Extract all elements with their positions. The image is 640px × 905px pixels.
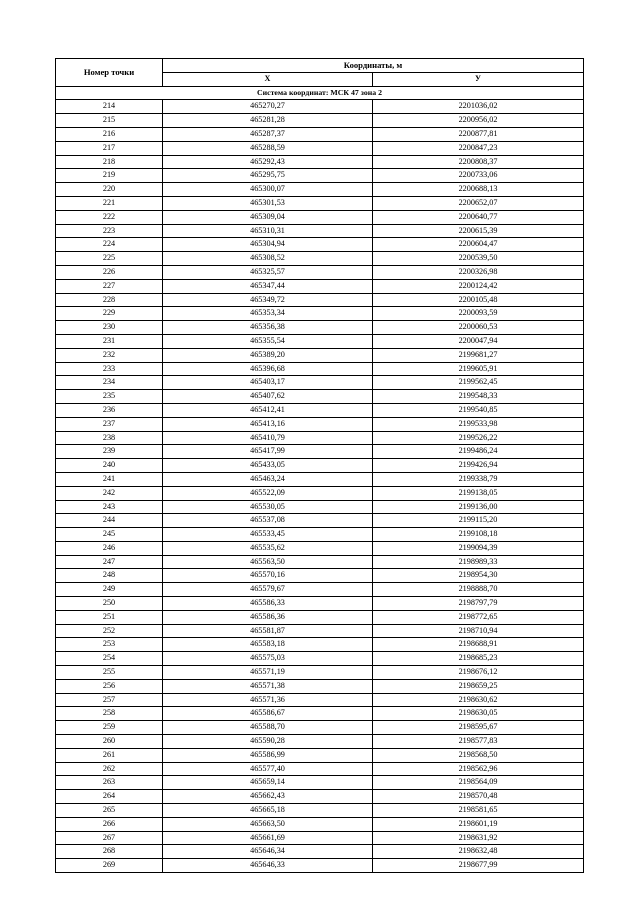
point-number-cell: 224 bbox=[56, 238, 163, 252]
x-coordinate-cell: 465355,54 bbox=[163, 334, 373, 348]
x-coordinate-cell: 465570,16 bbox=[163, 569, 373, 583]
y-coordinate-cell: 2198989,33 bbox=[373, 555, 584, 569]
point-number-cell: 240 bbox=[56, 459, 163, 473]
table-row bbox=[56, 321, 584, 335]
point-number-cell: 257 bbox=[56, 693, 163, 707]
point-number-cell: 242 bbox=[56, 486, 163, 500]
point-number-cell: 214 bbox=[56, 100, 163, 114]
table-row bbox=[56, 652, 584, 666]
y-coordinate-cell: 2198595,67 bbox=[373, 721, 584, 735]
y-coordinate-cell: 2201036,02 bbox=[373, 100, 584, 114]
x-coordinate-cell: 465579,67 bbox=[163, 583, 373, 597]
y-coordinate-cell: 2198772,65 bbox=[373, 610, 584, 624]
x-coordinate-cell: 465586,99 bbox=[163, 748, 373, 762]
y-coordinate-cell: 2200093,59 bbox=[373, 307, 584, 321]
table-row bbox=[56, 252, 584, 266]
y-coordinate-cell: 2199108,18 bbox=[373, 528, 584, 542]
table-row bbox=[56, 817, 584, 831]
y-coordinate-cell: 2200105,48 bbox=[373, 293, 584, 307]
point-number-cell: 219 bbox=[56, 169, 163, 183]
table-row bbox=[56, 196, 584, 210]
y-coordinate-cell: 2199486,24 bbox=[373, 445, 584, 459]
point-number-cell: 241 bbox=[56, 472, 163, 486]
y-coordinate-cell: 2200877,81 bbox=[373, 127, 584, 141]
y-coordinate-cell: 2199338,79 bbox=[373, 472, 584, 486]
x-coordinate-cell: 465590,28 bbox=[163, 735, 373, 749]
header-coordinates: Координаты, м bbox=[163, 59, 584, 73]
table-row bbox=[56, 555, 584, 569]
y-coordinate-cell: 2198659,25 bbox=[373, 679, 584, 693]
point-number-cell: 227 bbox=[56, 279, 163, 293]
y-coordinate-cell: 2199426,94 bbox=[373, 459, 584, 473]
point-number-cell: 220 bbox=[56, 183, 163, 197]
table-row bbox=[56, 845, 584, 859]
table-row bbox=[56, 431, 584, 445]
table-row bbox=[56, 403, 584, 417]
table-row bbox=[56, 762, 584, 776]
table-row bbox=[56, 100, 584, 114]
y-coordinate-cell: 2200604,47 bbox=[373, 238, 584, 252]
point-number-cell: 262 bbox=[56, 762, 163, 776]
table-row bbox=[56, 610, 584, 624]
x-coordinate-cell: 465661,69 bbox=[163, 831, 373, 845]
x-coordinate-cell: 465463,24 bbox=[163, 472, 373, 486]
y-coordinate-cell: 2200615,39 bbox=[373, 224, 584, 238]
x-coordinate-cell: 465304,94 bbox=[163, 238, 373, 252]
table-row bbox=[56, 279, 584, 293]
table-row bbox=[56, 114, 584, 128]
y-coordinate-cell: 2199115,20 bbox=[373, 514, 584, 528]
y-coordinate-cell: 2199094,39 bbox=[373, 541, 584, 555]
point-number-cell: 218 bbox=[56, 155, 163, 169]
point-number-cell: 264 bbox=[56, 790, 163, 804]
x-coordinate-cell: 465533,45 bbox=[163, 528, 373, 542]
y-coordinate-cell: 2198581,65 bbox=[373, 804, 584, 818]
table-row bbox=[56, 776, 584, 790]
table-row bbox=[56, 500, 584, 514]
y-coordinate-cell: 2200808,37 bbox=[373, 155, 584, 169]
point-number-cell: 247 bbox=[56, 555, 163, 569]
x-coordinate-cell: 465563,50 bbox=[163, 555, 373, 569]
x-coordinate-cell: 465410,79 bbox=[163, 431, 373, 445]
table-row bbox=[56, 541, 584, 555]
table-row bbox=[56, 141, 584, 155]
point-number-cell: 246 bbox=[56, 541, 163, 555]
point-number-cell: 215 bbox=[56, 114, 163, 128]
x-coordinate-cell: 465281,28 bbox=[163, 114, 373, 128]
table-row bbox=[56, 445, 584, 459]
point-number-cell: 231 bbox=[56, 334, 163, 348]
point-number-cell: 236 bbox=[56, 403, 163, 417]
point-number-cell: 261 bbox=[56, 748, 163, 762]
point-number-cell: 217 bbox=[56, 141, 163, 155]
coordinates-table bbox=[55, 58, 584, 873]
point-number-cell: 225 bbox=[56, 252, 163, 266]
table-row bbox=[56, 528, 584, 542]
point-number-cell: 266 bbox=[56, 817, 163, 831]
header-point-number: Номер точки bbox=[56, 59, 163, 87]
y-coordinate-cell: 2200688,13 bbox=[373, 183, 584, 197]
point-number-cell: 269 bbox=[56, 859, 163, 873]
x-coordinate-cell: 465417,99 bbox=[163, 445, 373, 459]
y-coordinate-cell: 2200326,98 bbox=[373, 265, 584, 279]
table-row bbox=[56, 804, 584, 818]
point-number-cell: 267 bbox=[56, 831, 163, 845]
y-coordinate-cell: 2199605,91 bbox=[373, 362, 584, 376]
table-row bbox=[56, 721, 584, 735]
table-row bbox=[56, 638, 584, 652]
x-coordinate-cell: 465586,33 bbox=[163, 597, 373, 611]
x-coordinate-cell: 465662,43 bbox=[163, 790, 373, 804]
x-coordinate-cell: 465396,68 bbox=[163, 362, 373, 376]
y-coordinate-cell: 2199136,00 bbox=[373, 500, 584, 514]
point-number-cell: 233 bbox=[56, 362, 163, 376]
table-row bbox=[56, 265, 584, 279]
table-row bbox=[56, 183, 584, 197]
y-coordinate-cell: 2198568,50 bbox=[373, 748, 584, 762]
point-number-cell: 248 bbox=[56, 569, 163, 583]
table-row bbox=[56, 679, 584, 693]
point-number-cell: 263 bbox=[56, 776, 163, 790]
y-coordinate-cell: 2199138,05 bbox=[373, 486, 584, 500]
x-coordinate-cell: 465659,14 bbox=[163, 776, 373, 790]
x-coordinate-cell: 465413,16 bbox=[163, 417, 373, 431]
point-number-cell: 228 bbox=[56, 293, 163, 307]
y-coordinate-cell: 2198677,99 bbox=[373, 859, 584, 873]
y-coordinate-cell: 2199681,27 bbox=[373, 348, 584, 362]
table-row bbox=[56, 748, 584, 762]
table-row bbox=[56, 459, 584, 473]
point-number-cell: 238 bbox=[56, 431, 163, 445]
x-coordinate-cell: 465663,50 bbox=[163, 817, 373, 831]
table-row bbox=[56, 624, 584, 638]
x-coordinate-cell: 465270,27 bbox=[163, 100, 373, 114]
table-row bbox=[56, 155, 584, 169]
x-coordinate-cell: 465309,04 bbox=[163, 210, 373, 224]
table-row bbox=[56, 831, 584, 845]
x-coordinate-cell: 465530,05 bbox=[163, 500, 373, 514]
x-coordinate-cell: 465588,70 bbox=[163, 721, 373, 735]
y-coordinate-cell: 2200060,53 bbox=[373, 321, 584, 335]
x-coordinate-cell: 465310,31 bbox=[163, 224, 373, 238]
point-number-cell: 235 bbox=[56, 390, 163, 404]
point-number-cell: 243 bbox=[56, 500, 163, 514]
point-number-cell: 250 bbox=[56, 597, 163, 611]
y-coordinate-cell: 2199562,45 bbox=[373, 376, 584, 390]
x-coordinate-cell: 465575,03 bbox=[163, 652, 373, 666]
table-row bbox=[56, 666, 584, 680]
y-coordinate-cell: 2200640,77 bbox=[373, 210, 584, 224]
table-row bbox=[56, 790, 584, 804]
y-coordinate-cell: 2198710,94 bbox=[373, 624, 584, 638]
x-coordinate-cell: 465646,34 bbox=[163, 845, 373, 859]
header-y: У bbox=[373, 72, 584, 86]
y-coordinate-cell: 2198564,09 bbox=[373, 776, 584, 790]
point-number-cell: 226 bbox=[56, 265, 163, 279]
point-number-cell: 237 bbox=[56, 417, 163, 431]
x-coordinate-cell: 465646,33 bbox=[163, 859, 373, 873]
x-coordinate-cell: 465349,72 bbox=[163, 293, 373, 307]
y-coordinate-cell: 2198954,30 bbox=[373, 569, 584, 583]
document-page bbox=[55, 58, 583, 873]
header-x: X bbox=[163, 72, 373, 86]
point-number-cell: 222 bbox=[56, 210, 163, 224]
x-coordinate-cell: 465300,07 bbox=[163, 183, 373, 197]
y-coordinate-cell: 2198888,70 bbox=[373, 583, 584, 597]
point-number-cell: 249 bbox=[56, 583, 163, 597]
point-number-cell: 216 bbox=[56, 127, 163, 141]
x-coordinate-cell: 465577,40 bbox=[163, 762, 373, 776]
table-row bbox=[56, 597, 584, 611]
point-number-cell: 258 bbox=[56, 707, 163, 721]
y-coordinate-cell: 2198688,91 bbox=[373, 638, 584, 652]
y-coordinate-cell: 2200956,02 bbox=[373, 114, 584, 128]
y-coordinate-cell: 2200539,50 bbox=[373, 252, 584, 266]
table-row bbox=[56, 238, 584, 252]
table-row bbox=[56, 859, 584, 873]
x-coordinate-cell: 465389,20 bbox=[163, 348, 373, 362]
point-number-cell: 239 bbox=[56, 445, 163, 459]
table-row bbox=[56, 735, 584, 749]
x-coordinate-cell: 465356,38 bbox=[163, 321, 373, 335]
point-number-cell: 252 bbox=[56, 624, 163, 638]
y-coordinate-cell: 2199533,98 bbox=[373, 417, 584, 431]
x-coordinate-cell: 465586,36 bbox=[163, 610, 373, 624]
point-number-cell: 234 bbox=[56, 376, 163, 390]
point-number-cell: 245 bbox=[56, 528, 163, 542]
point-number-cell: 265 bbox=[56, 804, 163, 818]
point-number-cell: 229 bbox=[56, 307, 163, 321]
point-number-cell: 268 bbox=[56, 845, 163, 859]
x-coordinate-cell: 465433,05 bbox=[163, 459, 373, 473]
point-number-cell: 259 bbox=[56, 721, 163, 735]
point-number-cell: 255 bbox=[56, 666, 163, 680]
table-row bbox=[56, 376, 584, 390]
table-row bbox=[56, 569, 584, 583]
x-coordinate-cell: 465537,08 bbox=[163, 514, 373, 528]
x-coordinate-cell: 465665,18 bbox=[163, 804, 373, 818]
table-row bbox=[56, 693, 584, 707]
table-row bbox=[56, 362, 584, 376]
point-number-cell: 244 bbox=[56, 514, 163, 528]
x-coordinate-cell: 465407,62 bbox=[163, 390, 373, 404]
y-coordinate-cell: 2198631,92 bbox=[373, 831, 584, 845]
y-coordinate-cell: 2199540,85 bbox=[373, 403, 584, 417]
x-coordinate-cell: 465288,59 bbox=[163, 141, 373, 155]
table-body bbox=[56, 100, 584, 873]
x-coordinate-cell: 465535,62 bbox=[163, 541, 373, 555]
x-coordinate-cell: 465292,43 bbox=[163, 155, 373, 169]
point-number-cell: 221 bbox=[56, 196, 163, 210]
x-coordinate-cell: 465583,18 bbox=[163, 638, 373, 652]
y-coordinate-cell: 2198797,79 bbox=[373, 597, 584, 611]
y-coordinate-cell: 2200652,07 bbox=[373, 196, 584, 210]
y-coordinate-cell: 2198570,48 bbox=[373, 790, 584, 804]
x-coordinate-cell: 465586,67 bbox=[163, 707, 373, 721]
point-number-cell: 253 bbox=[56, 638, 163, 652]
x-coordinate-cell: 465308,52 bbox=[163, 252, 373, 266]
point-number-cell: 251 bbox=[56, 610, 163, 624]
y-coordinate-cell: 2198632,48 bbox=[373, 845, 584, 859]
coordinate-system-label: Система координат: МСК 47 зона 2 bbox=[56, 86, 584, 100]
y-coordinate-cell: 2198630,05 bbox=[373, 707, 584, 721]
y-coordinate-cell: 2199548,33 bbox=[373, 390, 584, 404]
point-number-cell: 230 bbox=[56, 321, 163, 335]
x-coordinate-cell: 465295,75 bbox=[163, 169, 373, 183]
table-row bbox=[56, 348, 584, 362]
table-row bbox=[56, 707, 584, 721]
table-row bbox=[56, 127, 584, 141]
table-row bbox=[56, 486, 584, 500]
x-coordinate-cell: 465412,41 bbox=[163, 403, 373, 417]
table-row bbox=[56, 307, 584, 321]
y-coordinate-cell: 2200124,42 bbox=[373, 279, 584, 293]
x-coordinate-cell: 465581,87 bbox=[163, 624, 373, 638]
table-row bbox=[56, 169, 584, 183]
x-coordinate-cell: 465325,57 bbox=[163, 265, 373, 279]
y-coordinate-cell: 2200733,06 bbox=[373, 169, 584, 183]
point-number-cell: 254 bbox=[56, 652, 163, 666]
y-coordinate-cell: 2198601,19 bbox=[373, 817, 584, 831]
table-row bbox=[56, 334, 584, 348]
x-coordinate-cell: 465347,44 bbox=[163, 279, 373, 293]
x-coordinate-cell: 465353,34 bbox=[163, 307, 373, 321]
x-coordinate-cell: 465301,53 bbox=[163, 196, 373, 210]
x-coordinate-cell: 465571,19 bbox=[163, 666, 373, 680]
y-coordinate-cell: 2198577,83 bbox=[373, 735, 584, 749]
x-coordinate-cell: 465571,36 bbox=[163, 693, 373, 707]
table-row bbox=[56, 472, 584, 486]
table-row bbox=[56, 390, 584, 404]
x-coordinate-cell: 465287,37 bbox=[163, 127, 373, 141]
y-coordinate-cell: 2198562,96 bbox=[373, 762, 584, 776]
x-coordinate-cell: 465403,17 bbox=[163, 376, 373, 390]
point-number-cell: 260 bbox=[56, 735, 163, 749]
table-row bbox=[56, 293, 584, 307]
y-coordinate-cell: 2200847,23 bbox=[373, 141, 584, 155]
table-row bbox=[56, 583, 584, 597]
y-coordinate-cell: 2198676,12 bbox=[373, 666, 584, 680]
table-row bbox=[56, 514, 584, 528]
y-coordinate-cell: 2200047,94 bbox=[373, 334, 584, 348]
x-coordinate-cell: 465571,38 bbox=[163, 679, 373, 693]
y-coordinate-cell: 2198630,62 bbox=[373, 693, 584, 707]
table-row bbox=[56, 224, 584, 238]
y-coordinate-cell: 2198685,23 bbox=[373, 652, 584, 666]
point-number-cell: 232 bbox=[56, 348, 163, 362]
table-row bbox=[56, 210, 584, 224]
table-row bbox=[56, 417, 584, 431]
x-coordinate-cell: 465522,09 bbox=[163, 486, 373, 500]
y-coordinate-cell: 2199526,22 bbox=[373, 431, 584, 445]
point-number-cell: 256 bbox=[56, 679, 163, 693]
point-number-cell: 223 bbox=[56, 224, 163, 238]
